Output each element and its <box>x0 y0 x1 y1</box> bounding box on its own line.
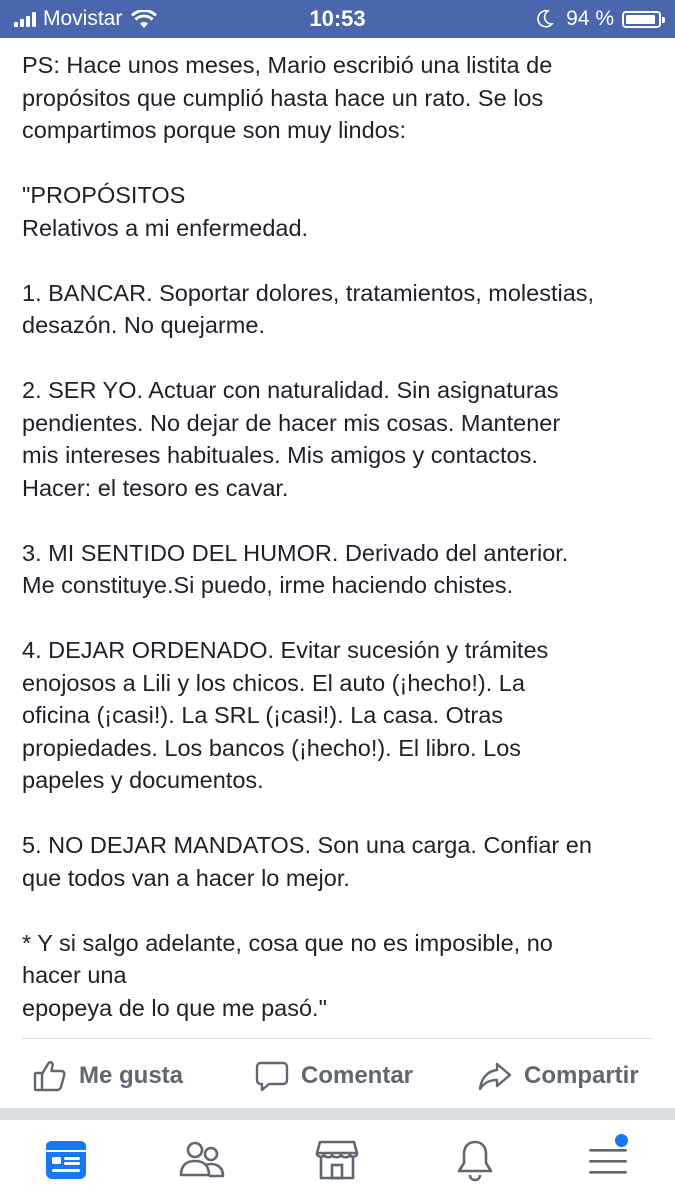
section-separator <box>0 1108 675 1120</box>
status-bar <box>0 0 675 38</box>
marketplace-icon <box>315 1139 359 1181</box>
post-paragraph: 5. NO DEJAR MANDATOS. Son una carga. Confiar en que todos van a hacer lo mejor. <box>22 832 592 891</box>
status-right <box>536 7 661 31</box>
news-feed-icon <box>44 1139 88 1181</box>
friends-icon <box>178 1139 226 1181</box>
carrier-name: Movistar <box>43 7 123 30</box>
comment-icon <box>255 1060 289 1092</box>
post-paragraph: 3. MI SENTIDO DEL HUMOR. Derivado del anterior. Me constituye.Si puedo, irme haciendo chistes. <box>22 539 569 598</box>
post-text <box>22 49 662 1024</box>
moon-icon <box>536 9 554 29</box>
share-icon <box>478 1060 512 1092</box>
bottom-tab-bar <box>0 1120 675 1200</box>
post-paragraph: PS: Hace unos meses, Mario escribió una listita de propósitos que cumplió hasta hace un rato. Se los compartimos porque son muy lindos: <box>22 52 553 143</box>
comment-label: Comentar <box>301 1062 414 1089</box>
battery-percent: 94 % <box>566 7 614 30</box>
share-button[interactable] <box>478 1050 639 1102</box>
thumbs-up-icon <box>33 1060 67 1092</box>
post-paragraph: 2. SER YO. Actuar con naturalidad. Sin asignaturas pendientes. No dejar de hacer mis cosas. Mantener mis intereses habituales. Mis amigos y contactos. Hacer: el tesoro es cavar. <box>22 377 561 501</box>
divider <box>22 1038 653 1039</box>
post-paragraph: 1. BANCAR. Soportar dolores, tratamientos, molestias, desazón. No quejarme. <box>22 279 595 338</box>
post-actions <box>0 1050 675 1102</box>
post-paragraph: "PROPÓSITOS Relativos a mi enfermedad. <box>22 182 309 241</box>
battery-icon <box>622 11 661 28</box>
tab-notifications[interactable] <box>445 1132 505 1188</box>
share-label: Compartir <box>524 1062 639 1089</box>
tab-news-feed[interactable] <box>36 1132 96 1188</box>
like-label: Me gusta <box>79 1062 184 1089</box>
post-paragraph: * Y si salgo adelante, cosa que no es imposible, no hacer una epopeya de lo que me pasó." <box>22 929 553 1021</box>
tab-menu[interactable] <box>578 1132 638 1188</box>
notification-dot <box>615 1134 628 1147</box>
like-button[interactable] <box>33 1050 183 1102</box>
tab-marketplace[interactable] <box>307 1132 367 1188</box>
notifications-icon <box>454 1138 496 1182</box>
comment-button[interactable] <box>255 1050 413 1102</box>
post-paragraph: 4. DEJAR ORDENADO. Evitar sucesión y trámites enojosos a Lili y los chicos. El auto (¡hecho!). La oficina (¡casi!). La SRL (¡casi!). La casa. Otras propiedades. Los bancos (¡hecho!). El libro. Los papeles y documentos. <box>22 637 549 793</box>
clock: 10:53 <box>309 6 366 31</box>
tab-friends[interactable] <box>172 1132 232 1188</box>
